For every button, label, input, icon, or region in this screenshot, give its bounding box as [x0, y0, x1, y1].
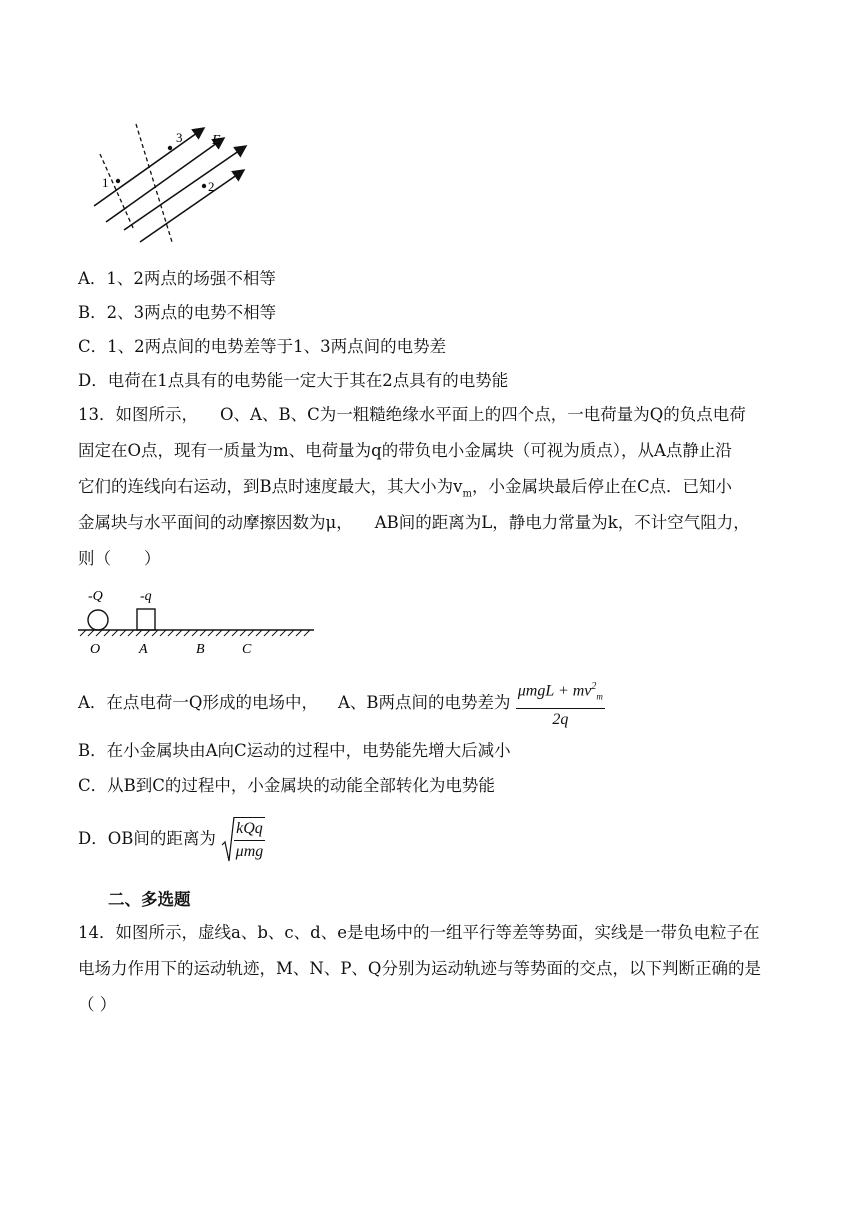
q14-line-2: 电场力作用下的运动轨迹，M、N、P、Q分别为运动轨迹与等势面的交点，以下判断正确的是: [78, 959, 761, 978]
q13-option-c: C．从B到C的过程中，小金属块的动能全部转化为电势能: [78, 776, 495, 795]
q13-stem-line-2: 固定在O点，现有一质量为m、电荷量为q的带负电小金属块（可视为质点），从A点静止沿: [78, 441, 732, 460]
q13-option-b: B．在小金属块由A向C运动的过程中，电势能先增大后减小: [78, 741, 511, 760]
q12-option-d: D．电荷在1点具有的电势能一定大于其在2点具有的电势能: [78, 371, 509, 390]
surface-figure: [76, 584, 326, 660]
q14-line-1: 14．如图所示，虚线a、b、c、d、e是电场中的一组平行等差等势面，实线是一带负电粒子在: [78, 923, 760, 942]
q12-option-b: B．2、3两点的电势不相等: [78, 303, 277, 322]
point-a-label: A: [139, 642, 148, 657]
point-b-label: B: [196, 642, 205, 657]
q12-option-a: A．1、2两点的场强不相等: [78, 269, 276, 288]
section-title: 二、多选题: [108, 890, 191, 909]
charge-small-q-label: -q: [140, 589, 152, 604]
distance-sqrt: $\frac{\text{kQq}}{\text{μmg}}$: [221, 814, 265, 865]
q14-line-3: （ ）: [78, 995, 117, 1014]
q13-option-a: A．在点电荷一Q形成的电场中， A、B两点间的电势差为 $\frac{\mu mgL + mv^2_m}{2q}$: [78, 676, 605, 731]
q12-option-c: C．1、2两点间的电势差等于1、3两点间的电势差: [78, 337, 447, 356]
q13-stem-line-3: 它们的连线向右运动，到B点时速度最大，其大小为$v_m$，小金属块最后停止在C点．已知小: [78, 477, 733, 500]
field-e-label: E: [212, 133, 221, 148]
point-2-label: 2: [208, 179, 215, 194]
q13-option-d: D．OB间的距离为 $\frac{\text{kQq}}{\text{μmg}}$: [78, 814, 265, 865]
point-1-label: 1: [102, 175, 109, 190]
field-lines-figure: [84, 118, 254, 248]
point-c-label: C: [242, 642, 252, 657]
charge-q-label: -Q: [88, 589, 103, 604]
point-3-label: 3: [176, 130, 183, 145]
point-o-label: O: [90, 642, 101, 657]
q13-stem-line-5: 则（ ）: [78, 549, 161, 568]
q13-stem-line-4: 金属块与水平面间的动摩擦因数为μ， AB间的距离为L，静电力常量为k，不计空气阻力，: [78, 513, 750, 532]
potential-difference-fraction: $\frac{\mu mgL + mv^2_m}{2q}$: [516, 676, 605, 731]
q13-stem-line-1: 13．如图所示， O、A、B、C为一粗糙绝缘水平面上的四个点，一电荷量为Q的负点电荷: [78, 405, 746, 424]
